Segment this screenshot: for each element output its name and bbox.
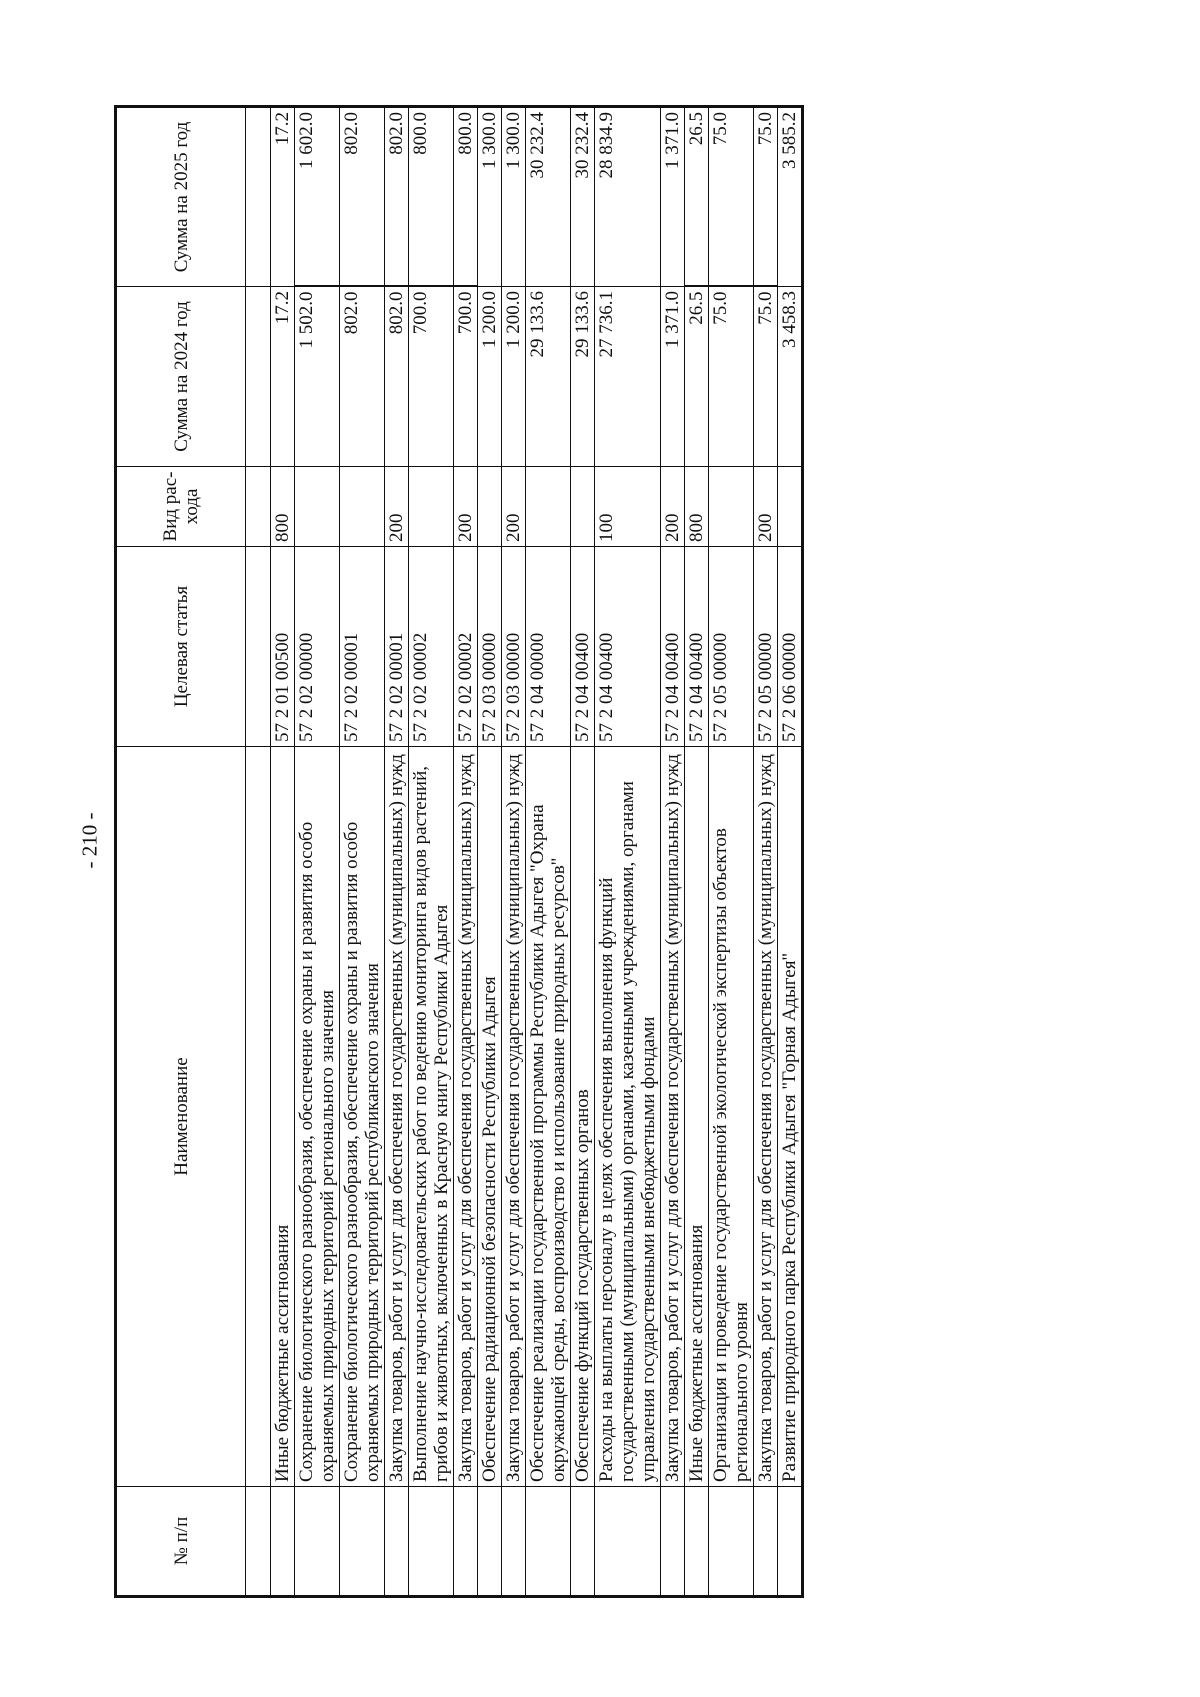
row-sum-2024: 29 133.6 <box>526 287 571 467</box>
row-sum-2025: 802.0 <box>340 107 385 287</box>
row-name: Иные бюджетные ассигнования <box>271 747 295 1487</box>
row-num <box>595 1487 661 1597</box>
row-kind <box>295 467 340 547</box>
row-code: 57 2 04 00000 <box>526 547 571 747</box>
table-row <box>409 107 454 1597</box>
row-kind <box>340 467 385 547</box>
row-sum-2024: 29 133.6 <box>571 287 595 467</box>
table-row <box>685 107 709 1597</box>
row-code: 57 2 05 00000 <box>709 547 754 747</box>
row-sum-2025: 28 834.9 <box>595 107 661 287</box>
row-kind: 800 <box>271 467 295 547</box>
table-row <box>502 107 526 1597</box>
row-name: Закупка товаров, работ и услуг для обеспечения государственных (муниципальных) нужд <box>661 747 685 1487</box>
row-kind: 200 <box>385 467 409 547</box>
row-sum-2024: 17.2 <box>271 287 295 467</box>
page-number: - 210 - <box>77 812 102 868</box>
row-code: 57 2 02 00002 <box>454 547 478 747</box>
table-row <box>754 107 778 1597</box>
row-num <box>526 1487 571 1597</box>
row-code: 57 2 03 00000 <box>502 547 526 747</box>
table-row <box>709 107 754 1597</box>
table-row <box>340 107 385 1597</box>
table-row <box>526 107 571 1597</box>
row-sum-2025: 802.0 <box>385 107 409 287</box>
row-num <box>409 1487 454 1597</box>
row-sum-2025: 75.0 <box>709 107 754 287</box>
table-row <box>385 107 409 1597</box>
row-name: Обеспечение функций государственных органов <box>571 747 595 1487</box>
row-kind <box>409 467 454 547</box>
row-sum-2025: 800.0 <box>454 107 478 287</box>
row-name: Развитие природного парка Республики Адыгея "Горная Адыгея" <box>778 747 803 1487</box>
row-code: 57 2 02 00001 <box>385 547 409 747</box>
row-sum-2024: 3 458.3 <box>778 287 803 467</box>
row-num <box>295 1487 340 1597</box>
row-sum-2024: 700.0 <box>454 287 478 467</box>
row-sum-2024: 1 200.0 <box>502 287 526 467</box>
header-name: Наименование <box>116 747 246 1487</box>
row-name: Обеспечение реализации государственной программы Республики Адыгея "Охрана окружающей среды, воспроизводство и использование природных ресурсов" <box>526 747 571 1487</box>
row-code: 57 2 04 00400 <box>661 547 685 747</box>
table-row <box>571 107 595 1597</box>
row-sum-2024: 26.5 <box>685 287 709 467</box>
row-code: 57 2 04 00400 <box>685 547 709 747</box>
row-name: Выполнение научно-исследовательских работ по ведению мониторинга видов растений, грибов и животных, включенных в Красную книгу Республики Адыгея <box>409 747 454 1487</box>
row-sum-2025: 26.5 <box>685 107 709 287</box>
row-kind: 200 <box>502 467 526 547</box>
row-sum-2024: 1 200.0 <box>478 287 502 467</box>
row-code: 57 2 02 00000 <box>295 547 340 747</box>
table-row <box>295 107 340 1597</box>
row-sum-2024: 1 502.0 <box>295 287 340 467</box>
row-kind: 200 <box>661 467 685 547</box>
row-kind <box>778 467 803 547</box>
row-code: 57 2 01 00500 <box>271 547 295 747</box>
row-num <box>340 1487 385 1597</box>
row-sum-2025: 1 300.0 <box>478 107 502 287</box>
row-kind <box>478 467 502 547</box>
table-row <box>271 107 295 1597</box>
row-code: 57 2 04 00400 <box>595 547 661 747</box>
row-code: 57 2 04 00400 <box>571 547 595 747</box>
row-sum-2024: 75.0 <box>709 287 754 467</box>
row-name: Закупка товаров, работ и услуг для обеспечения государственных (муниципальных) нужд <box>454 747 478 1487</box>
row-kind: 100 <box>595 467 661 547</box>
row-num <box>709 1487 754 1597</box>
header-num: № п/п <box>116 1487 246 1597</box>
table-row <box>454 107 478 1597</box>
row-num <box>478 1487 502 1597</box>
budget-table-rotated <box>114 108 1076 1598</box>
row-code: 57 2 02 00001 <box>340 547 385 747</box>
row-kind <box>526 467 571 547</box>
row-code: 57 2 05 00000 <box>754 547 778 747</box>
row-name: Расходы на выплаты персоналу в целях обеспечения выполнения функций государственными (муниципальными) органами, казенными учреждениями, органами управления государственными внебюджетными фондами <box>595 747 661 1487</box>
row-name: Закупка товаров, работ и услуг для обеспечения государственных (муниципальных) нужд <box>754 747 778 1487</box>
header-sum-2025: Сумма на 2025 год <box>116 107 246 287</box>
row-num <box>685 1487 709 1597</box>
row-code: 57 2 06 00000 <box>778 547 803 747</box>
row-sum-2024: 700.0 <box>409 287 454 467</box>
header-kind: Вид рас-хода <box>116 467 246 547</box>
row-kind <box>571 467 595 547</box>
row-kind: 800 <box>685 467 709 547</box>
table-row <box>778 107 803 1597</box>
row-sum-2024: 75.0 <box>754 287 778 467</box>
row-num <box>571 1487 595 1597</box>
row-sum-2025: 1 602.0 <box>295 107 340 287</box>
row-sum-2024: 802.0 <box>340 287 385 467</box>
row-sum-2025: 1 371.0 <box>661 107 685 287</box>
row-num <box>454 1487 478 1597</box>
row-num <box>502 1487 526 1597</box>
table-row <box>595 107 661 1597</box>
table-header-row <box>116 107 246 1597</box>
table-spacer-row <box>246 107 271 1597</box>
row-name: Обеспечение радиационной безопасности Республики Адыгея <box>478 747 502 1487</box>
table-row <box>661 107 685 1597</box>
row-sum-2024: 1 371.0 <box>661 287 685 467</box>
row-sum-2025: 30 232.4 <box>571 107 595 287</box>
row-name: Сохранение биологического разнообразия, обеспечение охраны и развития особо охраняемых природных территорий республиканского значения <box>340 747 385 1487</box>
row-num <box>778 1487 803 1597</box>
row-num <box>754 1487 778 1597</box>
row-name: Сохранение биологического разнообразия, обеспечение охраны и развития особо охраняемых природных территорий регионального значения <box>295 747 340 1487</box>
row-num <box>385 1487 409 1597</box>
row-name: Закупка товаров, работ и услуг для обеспечения государственных (муниципальных) нужд <box>502 747 526 1487</box>
row-sum-2025: 17.2 <box>271 107 295 287</box>
budget-table <box>114 105 804 1598</box>
row-sum-2025: 30 232.4 <box>526 107 571 287</box>
row-kind: 200 <box>754 467 778 547</box>
row-kind: 200 <box>454 467 478 547</box>
row-sum-2024: 802.0 <box>385 287 409 467</box>
row-code: 57 2 02 00002 <box>409 547 454 747</box>
row-num <box>271 1487 295 1597</box>
row-name: Организация и проведение государственной экологической экспертизы объектов регионального уровня <box>709 747 754 1487</box>
row-name: Иные бюджетные ассигнования <box>685 747 709 1487</box>
row-sum-2025: 800.0 <box>409 107 454 287</box>
row-name: Закупка товаров, работ и услуг для обеспечения государственных (муниципальных) нужд <box>385 747 409 1487</box>
row-sum-2024: 27 736.1 <box>595 287 661 467</box>
row-sum-2025: 3 585.2 <box>778 107 803 287</box>
row-code: 57 2 03 00000 <box>478 547 502 747</box>
row-sum-2025: 1 300.0 <box>502 107 526 287</box>
header-code: Целевая статья <box>116 547 246 747</box>
header-sum-2024: Сумма на 2024 год <box>116 287 246 467</box>
row-kind <box>709 467 754 547</box>
row-sum-2025: 75.0 <box>754 107 778 287</box>
row-num <box>661 1487 685 1597</box>
table-row <box>478 107 502 1597</box>
